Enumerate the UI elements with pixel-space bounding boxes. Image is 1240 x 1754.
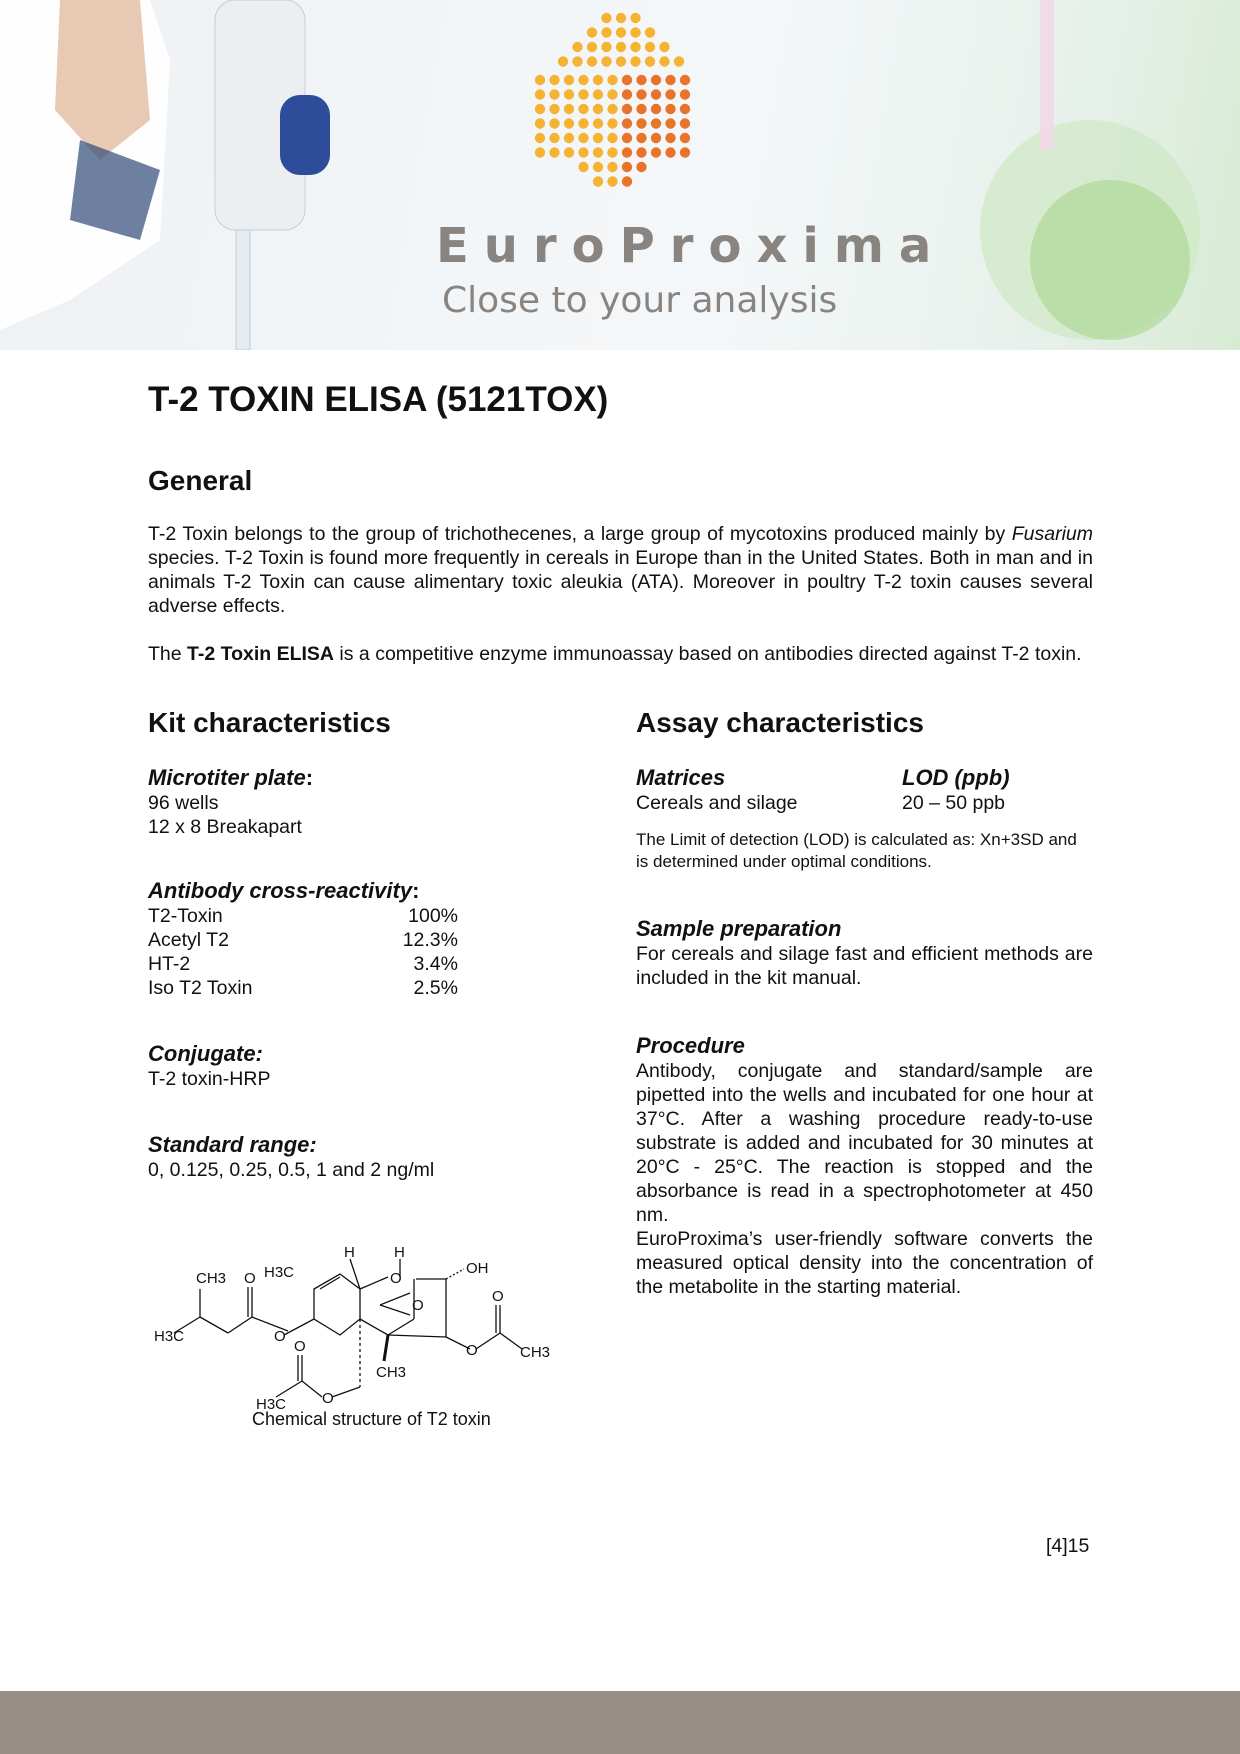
sample-preparation-label: Sample preparation	[636, 916, 842, 941]
conjugate-value: T-2 toxin-HRP	[148, 1068, 271, 1090]
brand-tagline: Close to your analysis	[442, 280, 838, 321]
cross-reactivity-label: Antibody cross-reactivity:	[148, 878, 420, 903]
svg-text:O: O	[274, 1328, 286, 1345]
kit-heading: Kit characteristics	[148, 707, 391, 738]
page-title: T-2 TOXIN ELISA (5121TOX)	[148, 380, 609, 419]
svg-text:O: O	[322, 1390, 334, 1407]
svg-text:H: H	[394, 1244, 405, 1261]
svg-text:H3C: H3C	[264, 1264, 295, 1281]
svg-text:O: O	[492, 1288, 504, 1305]
plate-label: Microtiter plate:	[148, 765, 314, 790]
chemical-structure	[154, 1237, 584, 1427]
procedure-label: Procedure	[636, 1033, 745, 1058]
svg-text:O: O	[390, 1270, 402, 1287]
svg-text:H: H	[344, 1244, 355, 1261]
general-heading: General	[148, 465, 253, 496]
svg-text:H3C: H3C	[256, 1396, 287, 1413]
general-paragraph-2: The T-2 Toxin ELISA is a competitive enzyme immunoassay based on antibodies directed against T-2 toxin.	[148, 643, 1082, 665]
document-body	[148, 380, 1093, 666]
svg-text:CH3: CH3	[196, 1270, 227, 1287]
standard-range-label: Standard range:	[148, 1132, 317, 1157]
plate-line-1: 96 wells	[148, 792, 219, 814]
footer-bar	[0, 1691, 1240, 1754]
svg-text:OH: OH	[466, 1260, 489, 1277]
svg-text:O: O	[244, 1270, 256, 1287]
header-banner	[0, 0, 1240, 350]
plate-line-2: 12 x 8 Breakapart	[148, 816, 302, 838]
standard-range-value: 0, 0.125, 0.25, 0.5, 1 and 2 ng/ml	[148, 1159, 435, 1181]
assay-characteristics	[636, 707, 1093, 1299]
software-text: EuroProxima’s user-friendly software converts the measured optical density into the concentration of the metabolite in the starting material.	[636, 1228, 1093, 1298]
table-row: Acetyl T2 12.3%	[148, 929, 458, 951]
characteristics-columns	[148, 707, 1093, 1427]
svg-text:H3C: H3C	[154, 1328, 185, 1345]
matrices-row: Cereals and silage 20 – 50 ppb	[636, 792, 1006, 814]
cross-reactivity-table	[148, 904, 468, 1000]
svg-text:O: O	[294, 1338, 306, 1355]
general-paragraph-1: T-2 Toxin belongs to the group of trichothecenes, a large group of mycotoxins produced mainly by Fusarium species. T-2 Toxin is found more frequently in cereals in Europe than in the United States. Both in man and in animals T-2 Toxin can cause alimentary toxic aleukia (ATA). Moreover in poultry T-2 toxin causes several adverse effects.	[148, 523, 1093, 617]
page-number: [4]15	[1046, 1535, 1090, 1557]
svg-text:O: O	[412, 1297, 424, 1314]
conjugate-label: Conjugate:	[148, 1041, 263, 1066]
kit-characteristics	[148, 707, 468, 1182]
procedure-text: Antibody, conjugate and standard/sample are pipetted into the wells and incubated for one hour at 37°C. After a washing procedure ready-to-use substrate is added and incubated for 30 minutes at 20°C - 25°C. The reaction is stopped and the absorbance is read in a spectrophotometer at 450 nm.	[636, 1060, 1093, 1226]
svg-text:CH3: CH3	[376, 1364, 407, 1381]
matrices-header: Matrices LOD (ppb)	[636, 765, 1010, 790]
table-row: T2-Toxin 100%	[148, 905, 458, 927]
svg-text:CH3: CH3	[520, 1344, 551, 1361]
assay-heading: Assay characteristics	[636, 707, 924, 738]
table-row: HT-2 3.4%	[148, 953, 458, 975]
svg-text:O: O	[466, 1342, 478, 1359]
sample-preparation-text: For cereals and silage fast and efficient methods are included in the kit manual.	[636, 943, 1093, 989]
table-row: Iso T2 Toxin 2.5%	[148, 977, 458, 999]
brand-name: EuroProxima	[436, 218, 947, 274]
lod-note: The Limit of detection (LOD) is calculated as: Xn+3SD and is determined under optimal conditions.	[636, 830, 1077, 871]
structure-caption: Chemical structure of T2 toxin	[252, 1409, 491, 1429]
